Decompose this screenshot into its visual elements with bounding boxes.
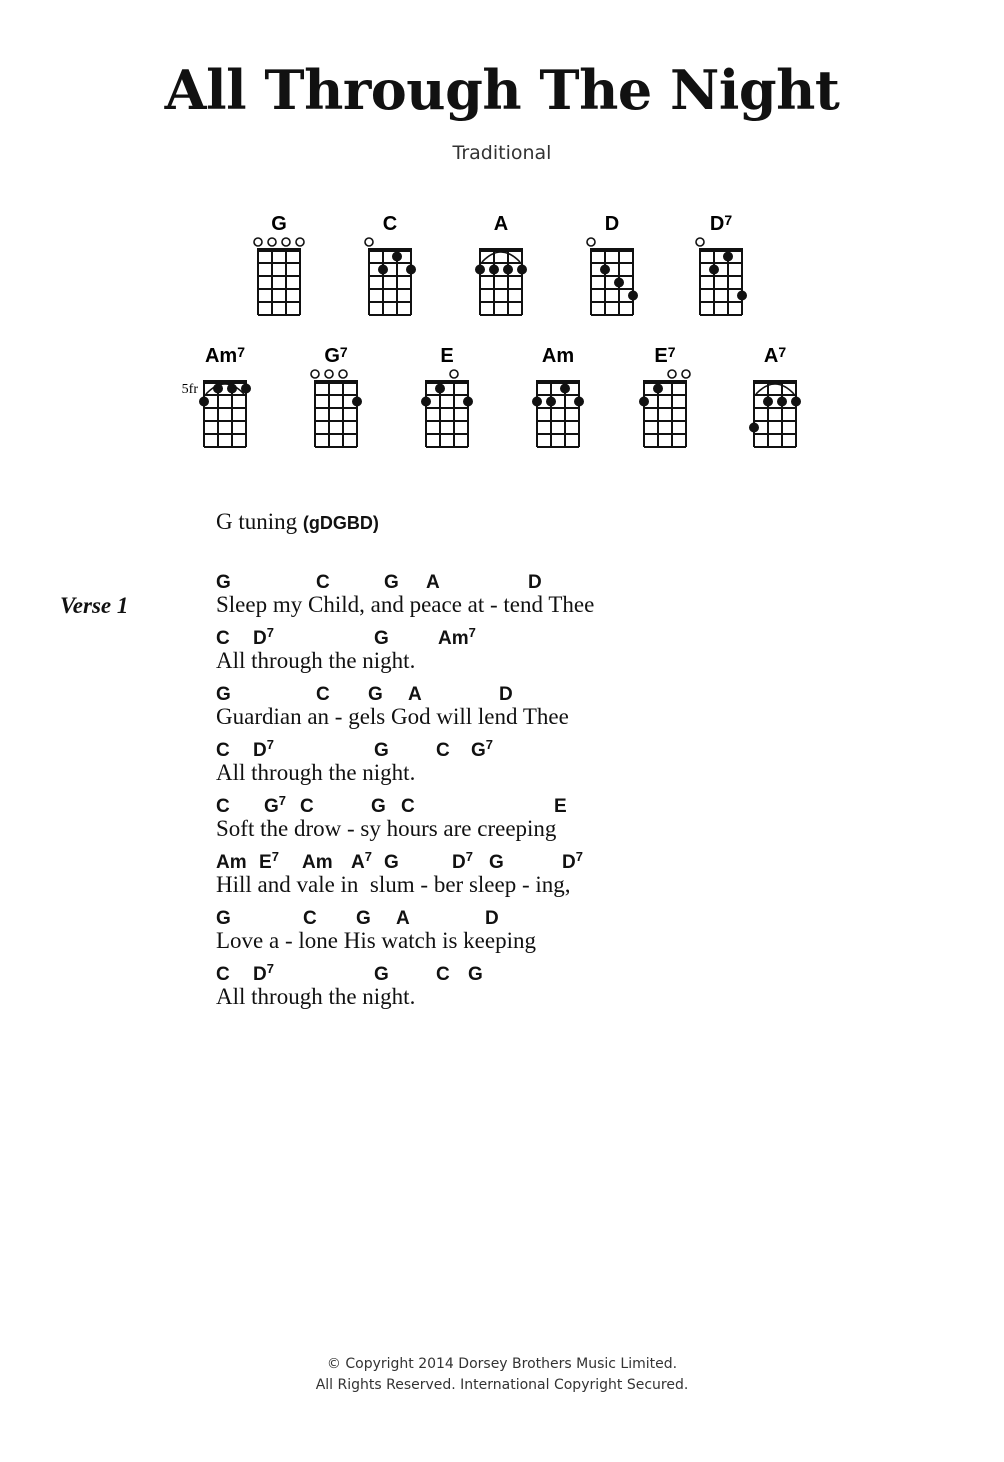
chord-diagram <box>182 344 251 447</box>
chord-symbol <box>302 852 333 874</box>
finger-dot <box>503 265 513 275</box>
chord-root: C <box>401 796 415 817</box>
chord-diagram <box>311 344 362 447</box>
chord-diagram-name: Am <box>541 345 575 367</box>
chord-symbol <box>303 908 317 930</box>
chord-root: D <box>253 740 267 761</box>
verse-line <box>216 737 976 796</box>
chord-symbol <box>384 572 399 594</box>
finger-dot <box>749 423 759 433</box>
finger-dot <box>463 397 473 407</box>
finger-dot <box>653 384 663 394</box>
chord-root: C <box>303 908 317 929</box>
finger-dot <box>574 397 584 407</box>
copyright-line-2: All Rights Reserved. International Copyright Secured. <box>315 1377 689 1393</box>
finger-dot <box>763 397 773 407</box>
open-string-marker <box>682 370 690 378</box>
chord-root: G <box>371 796 386 817</box>
chord-root: G <box>374 740 389 761</box>
finger-dot <box>709 265 719 275</box>
finger-dot <box>639 397 649 407</box>
open-string-marker <box>282 238 290 246</box>
chord-diagram-panel <box>0 0 1004 470</box>
chord-root: E <box>259 852 272 873</box>
chord-symbol <box>356 908 371 930</box>
chord-diagram-name: A <box>493 213 509 235</box>
finger-dot <box>489 265 499 275</box>
open-string-marker <box>311 370 319 378</box>
finger-dot <box>614 278 624 288</box>
chord-diagram <box>254 213 304 315</box>
chord-root: G <box>264 796 279 817</box>
copyright-line-1: © Copyright 2014 Dorsey Brothers Music Limited. <box>326 1356 678 1372</box>
chord-diagram-name: D <box>604 213 620 235</box>
open-string-marker <box>268 238 276 246</box>
chord-root: Am <box>216 852 247 873</box>
chord-root: C <box>216 740 230 761</box>
open-string-marker <box>696 238 704 246</box>
chord-symbol <box>216 628 230 650</box>
verse-line <box>216 625 976 684</box>
verse-line <box>216 572 976 628</box>
finger-dot <box>517 265 527 275</box>
chord-root: C <box>436 964 450 985</box>
chord-symbol <box>401 796 415 818</box>
barre-arc <box>206 384 244 394</box>
finger-dot <box>227 384 237 394</box>
barre-arc <box>482 252 520 262</box>
copyright-notice <box>0 1354 1004 1396</box>
chord-symbol <box>216 964 230 986</box>
verse-line <box>216 849 976 908</box>
chord-root: G <box>489 852 504 873</box>
chord-root: D <box>452 852 466 873</box>
chord-symbol <box>485 908 499 930</box>
chord-root: Am <box>302 852 333 873</box>
chord-root: G <box>356 908 371 929</box>
chord-root: C <box>300 796 314 817</box>
chord-diagram-nut <box>257 248 301 252</box>
open-string-marker <box>296 238 304 246</box>
chord-diagram-nut <box>536 380 580 384</box>
chord-diagram-nut <box>643 380 687 384</box>
finger-dot <box>475 265 485 275</box>
chord-root: E <box>554 796 567 817</box>
lyric-line: All through the night. <box>216 760 416 785</box>
chord-symbol <box>562 849 583 874</box>
chord-symbol <box>471 737 494 762</box>
verse-line <box>216 961 976 1020</box>
barre-arc <box>756 384 794 394</box>
open-string-marker <box>587 238 595 246</box>
chord-symbol <box>264 793 287 818</box>
finger-dot <box>241 384 251 394</box>
finger-dot <box>378 265 388 275</box>
chord-diagram-nut <box>314 380 358 384</box>
chord-root: C <box>436 740 450 761</box>
tuning-label: G tuning <box>216 509 298 534</box>
chord-symbol <box>216 740 230 762</box>
chord-root: D <box>562 852 576 873</box>
chord-extension: 7 <box>278 793 287 808</box>
chord-root: G <box>216 908 231 929</box>
finger-dot <box>723 252 733 262</box>
chord-root: C <box>216 964 230 985</box>
chord-root: G <box>216 684 231 705</box>
chord-symbol <box>408 684 422 706</box>
chord-symbol <box>374 628 389 650</box>
chord-extension: 7 <box>364 849 372 864</box>
chord-diagram <box>749 344 801 447</box>
chord-root: D <box>253 964 267 985</box>
chord-symbol <box>259 849 279 874</box>
tuning-info <box>216 509 379 535</box>
chord-diagram-name: $G^7$ <box>324 344 348 367</box>
chord-diagram <box>365 213 416 315</box>
chord-root: A <box>396 908 410 929</box>
open-string-marker <box>668 370 676 378</box>
chord-symbol <box>436 964 450 986</box>
finger-dot <box>560 384 570 394</box>
chord-symbol <box>216 572 231 594</box>
chord-root: G <box>374 964 389 985</box>
finger-dot <box>777 397 787 407</box>
chord-root: D <box>485 908 499 929</box>
chord-diagram <box>475 213 527 315</box>
chord-symbol <box>384 852 399 874</box>
chord-symbol <box>316 684 330 706</box>
chord-diagram <box>639 344 690 447</box>
open-string-marker <box>339 370 347 378</box>
chord-root: G <box>216 572 231 593</box>
lyric-line: All through the night. <box>216 984 416 1009</box>
chord-diagram <box>696 212 747 315</box>
section-label: Verse 1 <box>60 593 129 618</box>
chord-root: D <box>499 684 513 705</box>
lyric-line: Soft the drow - sy hours are creeping <box>216 816 557 841</box>
song-title: All Through The Night <box>164 58 840 122</box>
chord-symbol <box>374 740 389 762</box>
chord-diagram <box>421 345 473 447</box>
chord-diagram-name: $D^7$ <box>709 212 733 235</box>
composer-credit: Traditional <box>452 142 552 164</box>
chord-symbol <box>216 796 230 818</box>
chord-symbol <box>216 908 231 930</box>
chord-symbol <box>554 796 567 818</box>
finger-dot <box>392 252 402 262</box>
chord-root: A <box>426 572 440 593</box>
chord-extension: 7 <box>485 737 494 752</box>
finger-dot <box>628 291 638 301</box>
finger-dot <box>406 265 416 275</box>
lyric-line: Hill and vale in slum - ber sleep - ing, <box>216 872 571 897</box>
chord-symbol <box>396 908 410 930</box>
chord-symbol <box>253 961 274 986</box>
chord-diagram <box>587 213 638 315</box>
chord-root: G <box>368 684 383 705</box>
lyric-line: Guardian an - gels God will lend Thee <box>216 704 569 729</box>
chord-symbol <box>253 737 274 762</box>
finger-dot <box>737 291 747 301</box>
chord-symbol <box>374 964 389 986</box>
chord-root: C <box>316 684 330 705</box>
chord-symbol <box>300 796 314 818</box>
open-string-marker <box>254 238 262 246</box>
finger-dot <box>791 397 801 407</box>
lyric-line: Love a - lone His watch is keeping <box>216 928 536 953</box>
chord-root: G <box>374 628 389 649</box>
lyric-line: All through the night. <box>216 648 416 673</box>
chord-symbol <box>468 964 483 986</box>
chord-root: Am <box>438 628 469 649</box>
finger-dot <box>352 397 362 407</box>
chord-extension: 7 <box>465 849 473 864</box>
chord-symbol <box>351 849 372 874</box>
chord-diagram-name: G <box>271 213 287 235</box>
chord-diagram-nut <box>590 248 634 252</box>
chord-symbol <box>368 684 383 706</box>
chord-symbol <box>371 796 386 818</box>
finger-dot <box>435 384 445 394</box>
chord-diagram-name: E <box>440 345 454 367</box>
chord-symbol <box>489 852 504 874</box>
chord-diagram-name: Am$^7$ <box>204 344 246 367</box>
chord-root: C <box>216 796 230 817</box>
chord-root: C <box>216 628 230 649</box>
chord-symbol <box>436 740 450 762</box>
tuning-notes: (gDGBD) <box>302 513 379 533</box>
verse-line <box>216 793 976 852</box>
chord-extension: 7 <box>266 961 274 976</box>
chord-symbol <box>426 572 440 594</box>
finger-dot <box>213 384 223 394</box>
chord-diagram <box>532 345 584 447</box>
finger-dot <box>600 265 610 275</box>
chord-diagram-name: $A^7$ <box>763 344 787 367</box>
fret-position-label: 5fr <box>181 382 198 397</box>
chord-root: D <box>253 628 267 649</box>
open-string-marker <box>325 370 333 378</box>
open-string-marker <box>365 238 373 246</box>
chord-symbol <box>216 852 247 874</box>
chord-extension: 7 <box>266 737 274 752</box>
chord-diagram-nut <box>425 380 469 384</box>
chord-root: G <box>384 852 399 873</box>
chord-extension: 7 <box>271 849 279 864</box>
chord-extension: 7 <box>266 625 274 640</box>
chord-root: G <box>468 964 483 985</box>
finger-dot <box>199 397 209 407</box>
chord-diagram-nut <box>368 248 412 252</box>
finger-dot <box>421 397 431 407</box>
chord-root: G <box>384 572 399 593</box>
chord-extension: 7 <box>575 849 583 864</box>
chord-root: G <box>471 740 486 761</box>
finger-dot <box>532 397 542 407</box>
chord-root: C <box>316 572 330 593</box>
chord-diagram-name: $E^7$ <box>654 344 676 367</box>
lyric-line: Sleep my Child, and peace at - tend Thee <box>216 592 595 617</box>
verse-line <box>216 908 976 964</box>
chord-symbol <box>499 684 513 706</box>
chord-symbol <box>253 625 274 650</box>
chord-root: D <box>528 572 542 593</box>
chord-symbol <box>316 572 330 594</box>
chord-root: A <box>408 684 422 705</box>
chord-root: A <box>351 852 365 873</box>
chord-diagram-nut <box>699 248 743 252</box>
chord-symbol <box>216 684 231 706</box>
chord-symbol <box>452 849 473 874</box>
chord-diagram-name: C <box>382 213 398 235</box>
open-string-marker <box>450 370 458 378</box>
finger-dot <box>546 397 556 407</box>
verse-line <box>216 684 976 740</box>
chord-symbol <box>438 625 476 650</box>
chord-symbol <box>528 572 542 594</box>
chord-extension: 7 <box>468 625 476 640</box>
